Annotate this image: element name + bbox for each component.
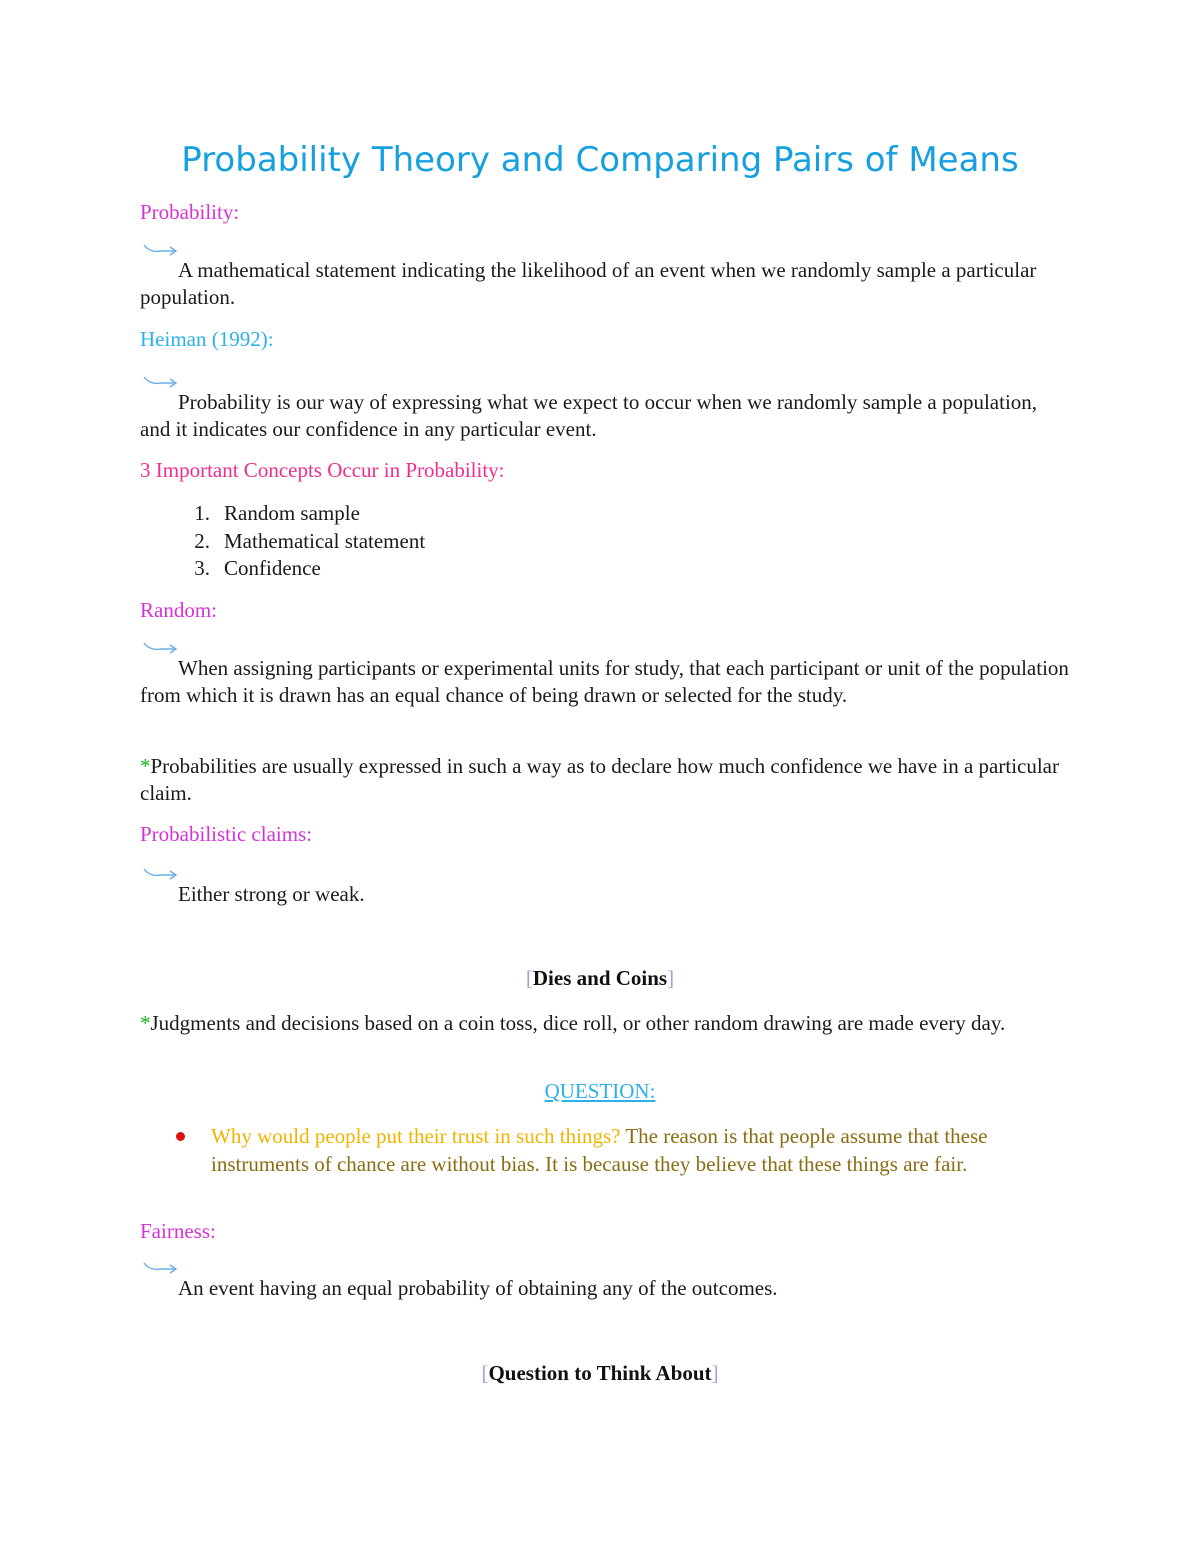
bullet-item [140,1123,1060,1178]
paragraph-probability: A mathematical statement indicating the likelihood of an event when we randomly sample a particular population. [140,257,1070,311]
star-marker: * [140,754,151,778]
page-title: Probability Theory and Comparing Pairs of Means [181,140,1019,180]
section-title-dies-coins: [Dies and Coins] [525,966,675,990]
section-title-think: [Question to Think About] [481,1361,719,1385]
bullet-answer: The reason is that people assume that these instruments of chance are without bias. It is because they believe that these things are fair. [211,1124,988,1176]
heading-heiman: Heiman (1992): [140,327,274,351]
list-item: 2. Mathematical statement [194,528,426,553]
heading-probability: Probability: [140,200,240,224]
curved-arrow-icon [140,655,178,675]
note-judgments: *Judgments and decisions based on a coin toss, dice roll, or other random drawing are made every day. [140,1011,1006,1035]
heading-fairness: Fairness: [140,1219,216,1243]
note-probabilities: *Probabilities are usually expressed in such a way as to declare how much confidence we have in a particular claim. [140,754,1059,805]
paragraph-fairness: An event having an equal probability of obtaining any of the outcomes. [140,1275,1070,1302]
star-marker: * [140,1011,151,1035]
paragraph-random: When assigning participants or experimental units for study, that each participant or unit of the population from which it is drawn has an equal chance of being drawn or selected for the study. [140,655,1070,709]
curved-arrow-icon [140,881,178,901]
heading-claims: Probabilistic claims: [140,822,313,846]
list-item: 1. Random sample [194,501,360,525]
curved-arrow-icon [140,1275,178,1295]
red-dot-icon [176,1132,185,1141]
heading-concepts: 3 Important Concepts Occur in Probability: [140,458,505,482]
curved-arrow-icon [140,257,178,277]
paragraph-heiman: Probability is our way of expressing what we expect to occur when we randomly sample a population, and it indicates our confidence in any particular event. [140,389,1070,443]
question-label: QUESTION: [544,1079,656,1103]
heading-random: Random: [140,598,217,622]
concepts-list [140,500,425,583]
list-item: 3. Confidence [194,556,321,580]
curved-arrow-icon [140,389,178,409]
bullet-question: Why would people put their trust in such things? [211,1124,621,1148]
paragraph-claims: Either strong or weak. [140,881,1070,908]
